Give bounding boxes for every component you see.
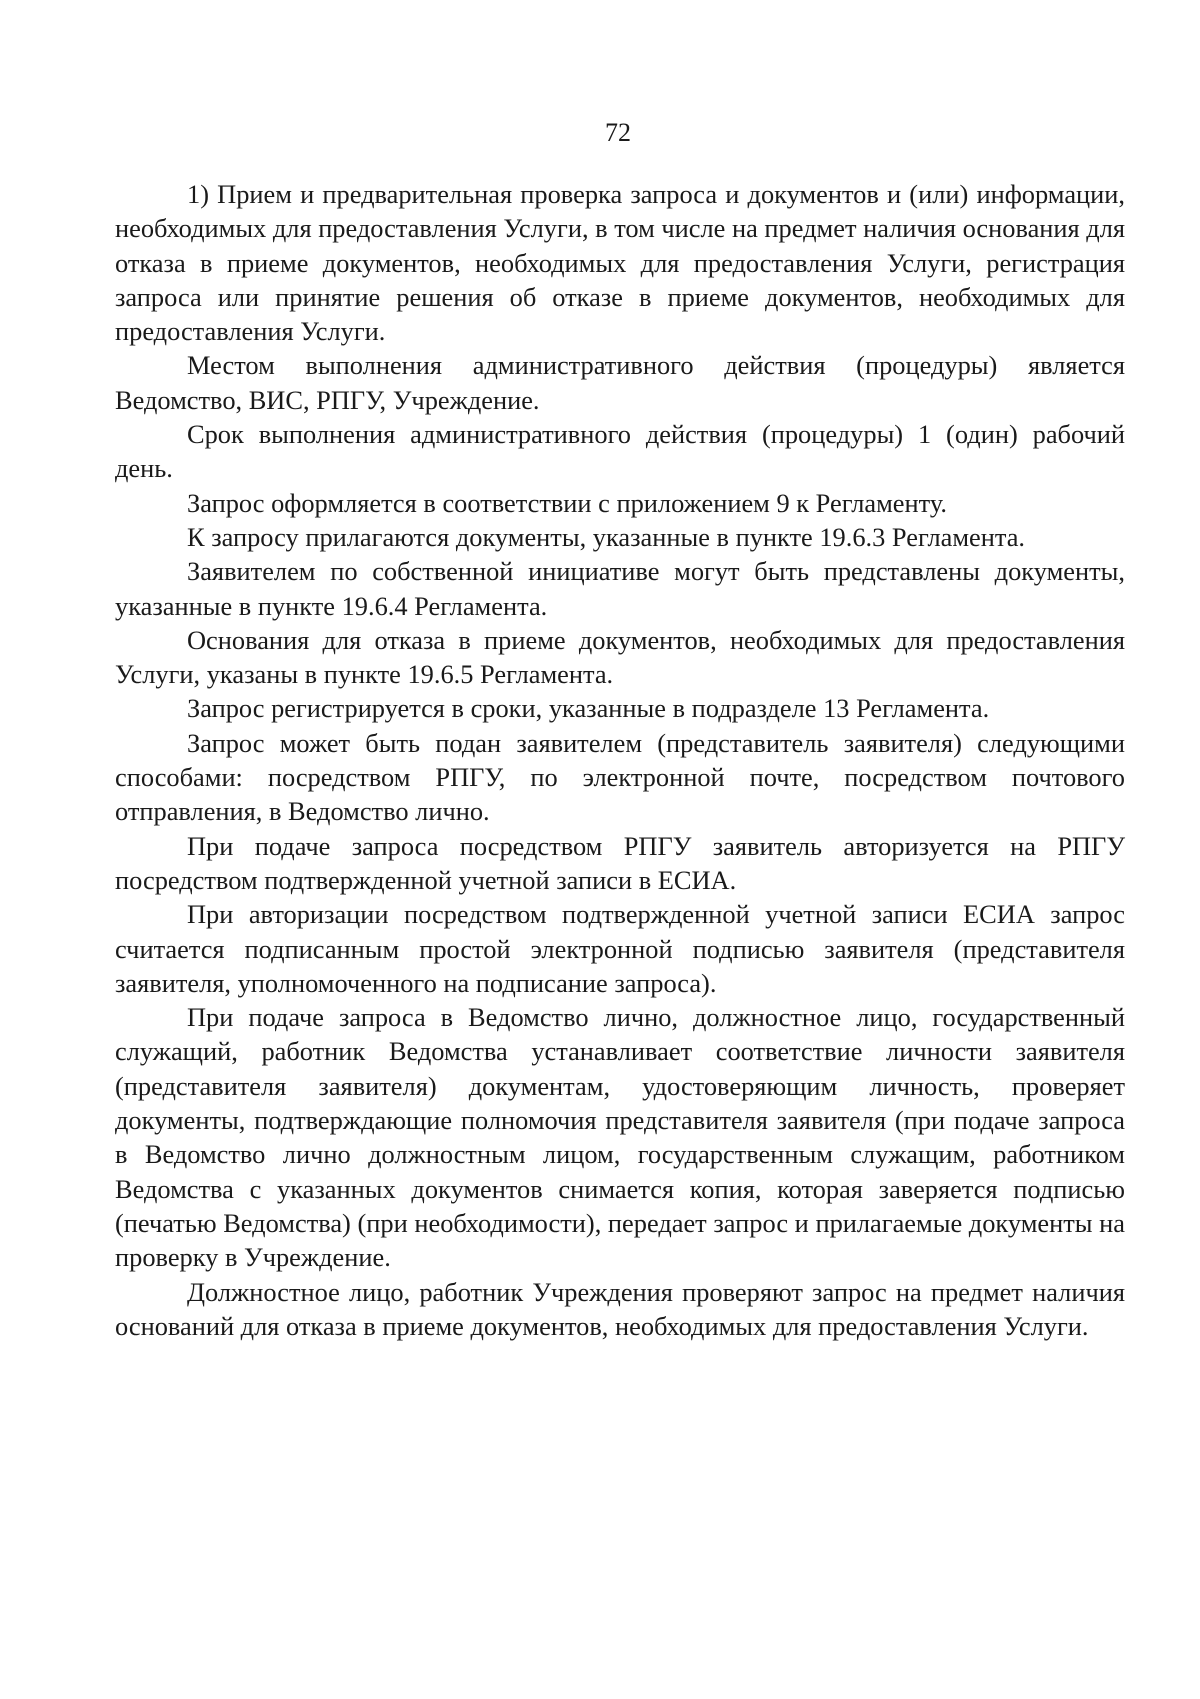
paragraph-in-person: При подаче запроса в Ведомство лично, должностное лицо, государственный служащий, работник Ведомства устанавливает соответствие личности заявителя (представителя заявителя) документам, удостоверяющим личность, проверяет документы, подтверждающие полномочия представителя заявителя (при подаче запроса в Ведомство лично должностным лицом, государственным служащим, работником Ведомства с указанных документов снимается копия, которая заверяется подписью (печатью Ведомства) (при необходимости), передает запрос и прилагаемые документы на проверку в Учреждение. [115,1002,1125,1273]
paragraph-submission-methods: Запрос может быть подан заявителем (представитель заявителя) следующими способами: посредством РПГУ, по электронной почте, посредством почтового отправления, в Ведомство лично. [115,727,1125,827]
paragraph-refusal-grounds: Основания для отказа в приеме документов, необходимых для предоставления Услуги, указаны в пункте 19.6.5 Регламента. [115,624,1125,690]
paragraph-esia-signature: При авторизации посредством подтвержденной учетной записи ЕСИА запрос считается подписанным простой электронной подписью заявителя (представителя заявителя, уполномоченного на подписание запроса). [115,899,1125,998]
paragraph-intake-step: 1) Прием и предварительная проверка запроса и документов и (или) информации, необходимых для предоставления Услуги, в том числе на предмет наличия основания для отказа в приеме документов, необходимых для предоставления Услуги, регистрация запроса или принятие решения об отказе в приеме документов, необходимых для предоставления Услуги. [115,179,1125,347]
paragraph-request-form: Запрос оформляется в соответствии с приложением 9 к Регламенту. [187,487,947,518]
paragraph-attached-docs: К запросу прилагаются документы, указанные в пункте 19.6.3 Регламента. [187,521,1026,552]
paragraph-registration: Запрос регистрируется в сроки, указанные в подразделе 13 Регламента. [187,693,990,724]
paragraph-place: Местом выполнения административного действия (процедуры) является Ведомство, ВИС, РПГУ, Учреждение. [115,350,1125,415]
paragraph-rpgu-auth: При подаче запроса посредством РПГУ заявитель авторизуется на РПГУ посредством подтвержденной учетной записи в ЕСИА. [115,830,1125,895]
paragraph-own-initiative: Заявителем по собственной инициативе могут быть представлены документы, указанные в пункте 19.6.4 Регламента. [115,556,1125,621]
document-body [115,177,1125,1343]
paragraph-verification: Должностное лицо, работник Учреждения проверяют запрос на предмет наличия оснований для отказа в приеме документов, необходимых для предоставления Услуги. [115,1276,1125,1341]
paragraph-term: Срок выполнения административного действия (процедуры) 1 (один) рабочий день. [115,419,1125,484]
page-number: 72 [605,118,631,147]
